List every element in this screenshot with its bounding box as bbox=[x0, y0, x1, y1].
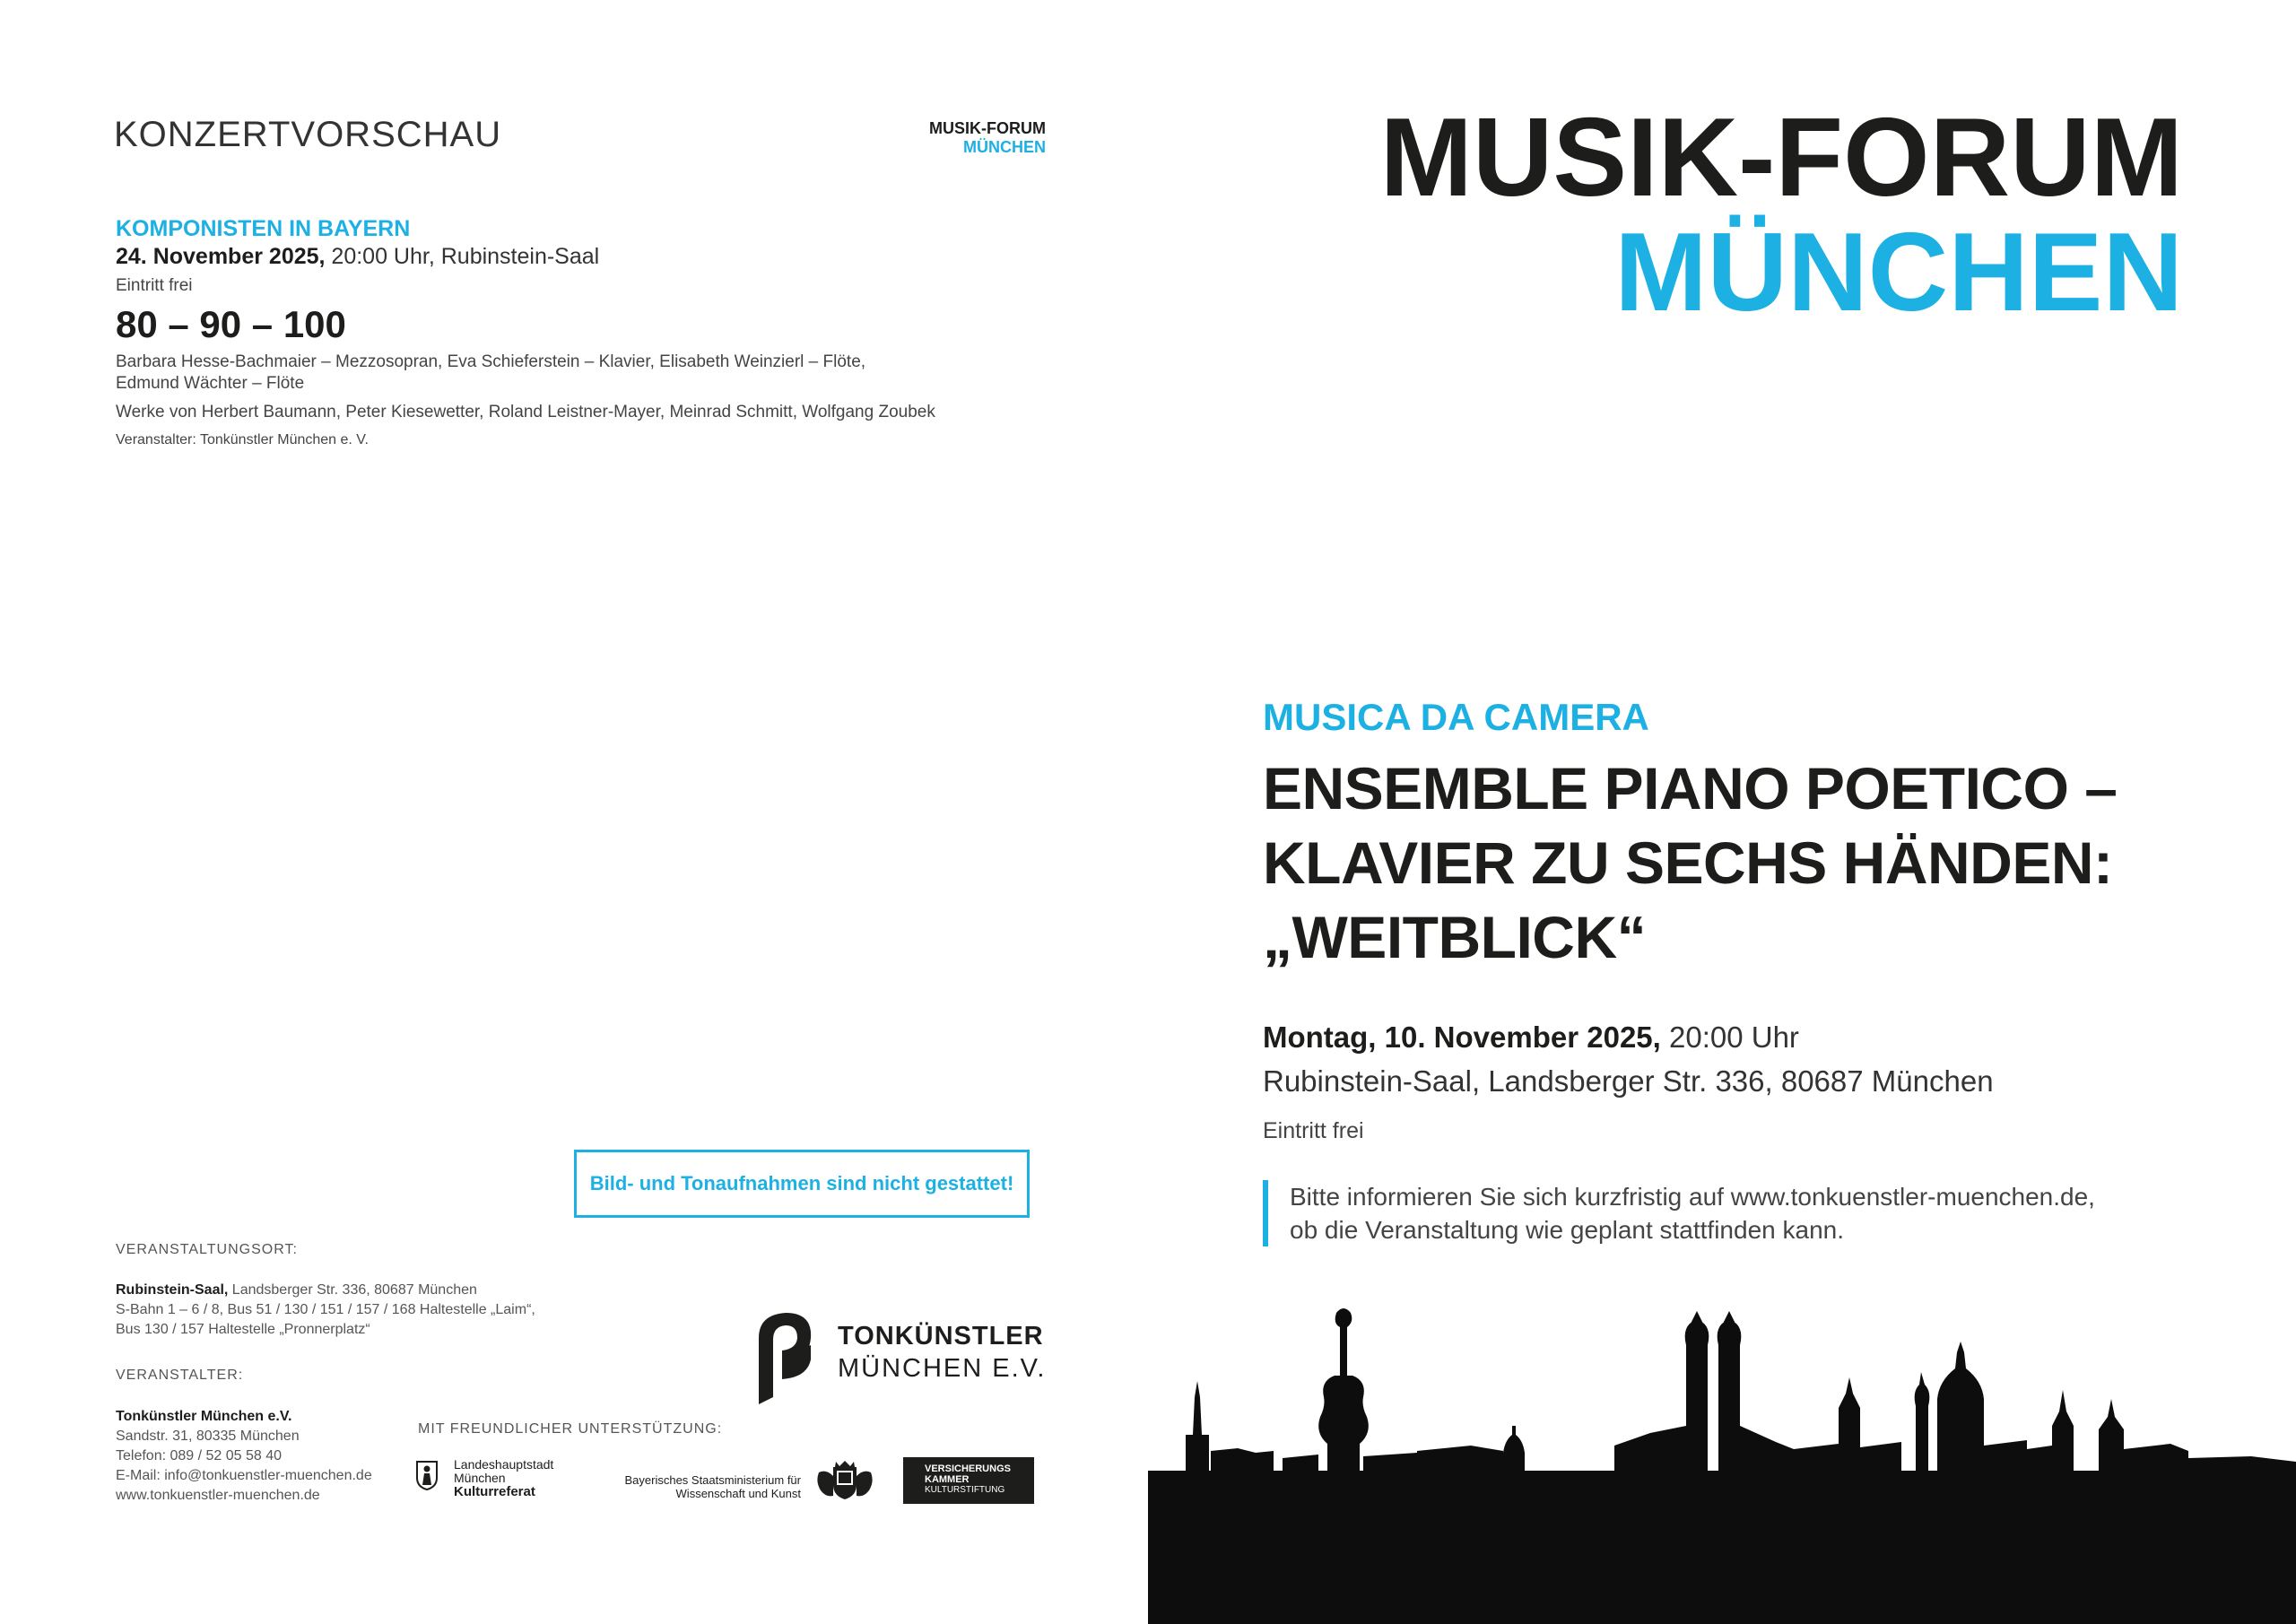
main-event-date-bold: Montag, 10. November 2025, bbox=[1263, 1020, 1661, 1054]
section-title: KONZERTVORSCHAU bbox=[114, 115, 502, 154]
preview-event-works: Werke von Herbert Baumann, Peter Kiesewetter, Roland Leistner-Mayer, Meinrad Schmitt, Wolfgang Zoubek bbox=[116, 403, 935, 421]
tk-logo-line1: TONKÜNSTLER bbox=[838, 1322, 1044, 1350]
note-line2: ob die Veranstaltung wie geplant stattfinden kann. bbox=[1290, 1216, 1844, 1244]
kulturreferat-text bbox=[454, 1458, 553, 1498]
forum-title bbox=[1379, 96, 2183, 334]
organizer-street: Sandstr. 31, 80335 München bbox=[116, 1429, 300, 1444]
tonkuenstler-logo-icon bbox=[755, 1307, 814, 1406]
organizer-name: Tonkünstler München e.V. bbox=[116, 1409, 292, 1424]
venue-transit1: S-Bahn 1 – 6 / 8, Bus 51 / 130 / 151 / 157 / 168 Haltestelle „Laim“, bbox=[116, 1302, 535, 1317]
performers-line2: Edmund Wächter – Flöte bbox=[116, 374, 305, 393]
sponsor-ministerium bbox=[587, 1460, 878, 1505]
main-event-note bbox=[1263, 1180, 2095, 1246]
munich-skyline-illustration bbox=[1148, 1291, 2296, 1624]
sponsor-kulturreferat bbox=[415, 1458, 568, 1503]
forum-title-line1: MUSIK-FORUM bbox=[1379, 96, 2183, 220]
mini-logo bbox=[897, 119, 1046, 157]
venue-block bbox=[116, 1281, 535, 1340]
mini-logo-line2: MÜNCHEN bbox=[963, 138, 1046, 156]
preview-event-date-bold: 24. November 2025, bbox=[116, 244, 326, 269]
main-title-line2: KLAVIER ZU SECHS HÄNDEN: bbox=[1263, 829, 2113, 896]
kulturreferat-line3: Kulturreferat bbox=[454, 1484, 535, 1499]
venue-address: Landsberger Str. 336, 80687 München bbox=[228, 1282, 477, 1298]
organizer-block bbox=[116, 1407, 372, 1506]
kulturreferat-line1: Landeshauptstadt bbox=[454, 1457, 554, 1472]
preview-event-performers bbox=[116, 352, 941, 395]
main-title-line3: „WEITBLICK“ bbox=[1263, 904, 1647, 970]
venue-label: VERANSTALTUNGSORT: bbox=[116, 1242, 298, 1257]
ministerium-line1: Bayerisches Staatsministerium für bbox=[624, 1473, 801, 1487]
main-event-date bbox=[1263, 1020, 1799, 1055]
main-event-venue: Rubinstein-Saal, Landsberger Str. 336, 80687 München bbox=[1263, 1064, 1994, 1098]
organizer-web[interactable]: www.tonkuenstler-muenchen.de bbox=[116, 1488, 320, 1503]
kulturreferat-line2: München bbox=[454, 1471, 506, 1485]
main-event-title bbox=[1263, 751, 2117, 975]
main-event-series: MUSICA DA CAMERA bbox=[1263, 696, 1649, 738]
preview-event-organizer: Veranstalter: Tonkünstler München e. V. bbox=[116, 432, 369, 447]
main-event-time: 20:00 Uhr bbox=[1660, 1020, 1799, 1054]
organizer-phone: Telefon: 089 / 52 05 58 40 bbox=[116, 1448, 283, 1463]
ministerium-line2: Wissenschaft und Kunst bbox=[675, 1487, 801, 1500]
organizer-email[interactable]: E-Mail: info@tonkuenstler-muenchen.de bbox=[116, 1468, 372, 1483]
versicherung-line2: KAMMER bbox=[925, 1474, 970, 1485]
note-line1: Bitte informieren Sie sich kurzfristig auf www.tonkuenstler-muenchen.de, bbox=[1290, 1183, 2095, 1211]
venue-transit2: Bus 130 / 157 Haltestelle „Pronnerplatz“ bbox=[116, 1322, 370, 1337]
preview-event-series: KOMPONISTEN IN BAYERN bbox=[116, 216, 411, 241]
venue-name: Rubinstein-Saal, bbox=[116, 1282, 229, 1298]
organizer-label: VERANSTALTER: bbox=[116, 1368, 244, 1383]
preview-event-time-place: 20:00 Uhr, Rubinstein-Saal bbox=[325, 244, 600, 269]
versicherung-line1: VERSICHERUNGS bbox=[925, 1463, 1011, 1474]
preview-event-entry: Eintritt frei bbox=[116, 276, 193, 295]
mini-logo-line1: MUSIK-FORUM bbox=[929, 119, 1046, 137]
preview-event-date bbox=[116, 244, 599, 270]
preview-event-title: 80 – 90 – 100 bbox=[116, 303, 346, 345]
ministerium-text bbox=[624, 1473, 801, 1500]
bavarian-crest-icon bbox=[812, 1460, 878, 1503]
main-title-line1: ENSEMBLE PIANO POETICO – bbox=[1263, 755, 2118, 821]
main-event-entry: Eintritt frei bbox=[1263, 1118, 1364, 1143]
tk-logo-line2: MÜNCHEN E.V. bbox=[838, 1354, 1047, 1383]
sponsor-versicherungskammer bbox=[903, 1457, 1034, 1504]
no-recording-notice: Bild- und Tonaufnahmen sind nicht gestattet! bbox=[574, 1150, 1030, 1218]
performers-line1: Barbara Hesse-Bachmaier – Mezzosopran, Eva Schieferstein – Klavier, Elisabeth Weinzierl – Flöte, bbox=[116, 352, 866, 371]
tonkuenstler-logo bbox=[755, 1307, 1047, 1406]
forum-title-line2: MÜNCHEN bbox=[1614, 211, 2183, 334]
support-label: MIT FREUNDLICHER UNTERSTÜTZUNG: bbox=[418, 1421, 723, 1437]
muenchner-kindl-icon bbox=[415, 1460, 439, 1490]
versicherung-line3: KULTURSTIFTUNG bbox=[925, 1485, 1005, 1495]
